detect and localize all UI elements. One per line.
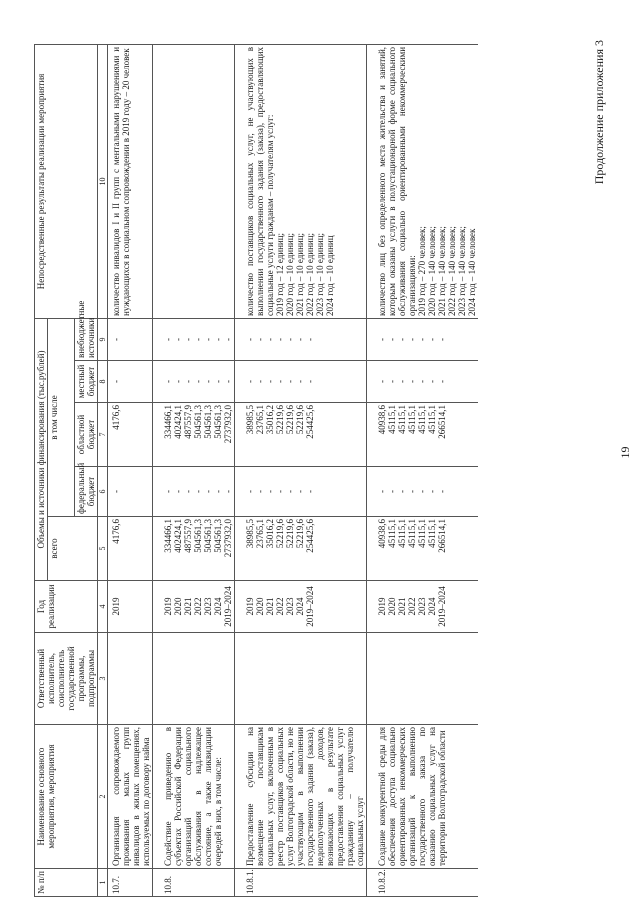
table-row <box>108 44 153 896</box>
result-year-line: 2021 год – 140 человек; <box>437 226 447 316</box>
header-executor: Ответственный исполнитель, соисполнитель государственной программы, подпрограммы <box>35 633 98 725</box>
col-number: 3 <box>98 633 108 725</box>
col-number: 6 <box>98 467 108 517</box>
cell-line: 2022 <box>407 597 417 616</box>
col-number: 8 <box>98 361 108 403</box>
regional-cell <box>367 403 479 467</box>
cell-line: - <box>427 380 437 383</box>
header-name: Наименование основного мероприятия, мероприятия <box>35 725 98 869</box>
page-number: 19 <box>618 446 632 459</box>
cell-line: 504561,3 <box>203 405 213 439</box>
cell-line: 2737932,0 <box>223 405 233 444</box>
cell-line: - <box>163 490 173 493</box>
cell-line: 45115,1 <box>417 519 427 548</box>
cell-line: 402424,1 <box>173 519 183 553</box>
result-text: количество инвалидов I и II групп с ментальными нарушениями и нуждающихся в социальном сопровождении в 2019 году – 20 человек <box>111 46 131 316</box>
result-cell <box>153 44 235 318</box>
cell-line: 2019–2024 <box>305 586 315 627</box>
cell-line: - <box>407 490 417 493</box>
cell-line: - <box>387 380 397 383</box>
cell-line: 334466,1 <box>163 519 173 553</box>
cell-line: - <box>407 337 417 341</box>
cell-line: 402424,1 <box>173 405 183 439</box>
executor-cell <box>108 633 153 725</box>
header-num: № п/п <box>35 869 98 897</box>
cell-line: 45115,1 <box>397 519 407 548</box>
cell-line: 487557,9 <box>183 405 193 439</box>
cell-line: 45115,1 <box>427 405 437 434</box>
appendix-label: Продолжение приложения 3 <box>592 40 606 185</box>
result-text: количество лиц без определенного места жительства и занятий, которым оказаны услуги в полустационарной форме социального обслуживания социально ориентированными некоммерческими организациями: <box>377 46 417 316</box>
cell-line: 45115,1 <box>387 405 397 434</box>
header-federal: федеральный бюджет <box>75 467 98 517</box>
cell-line: - <box>265 337 275 341</box>
cell-line: - <box>417 380 427 383</box>
cell-line: 2021 <box>397 597 407 616</box>
result-year-line: 2020 год – 10 единиц; <box>285 232 295 316</box>
cell-line: - <box>111 380 121 383</box>
cell-line: 2022 <box>275 597 285 616</box>
cell-line: - <box>265 490 275 493</box>
cell-line: 23765,1 <box>255 405 265 435</box>
cell-line: 2021 <box>183 597 193 616</box>
cell-line: 45115,1 <box>387 519 397 548</box>
cell-line: - <box>245 337 255 341</box>
result-cell <box>367 44 479 318</box>
year-cell <box>367 581 479 633</box>
cell-line: - <box>173 337 183 341</box>
result-year-line: 2024 год – 10 единиц <box>325 235 335 316</box>
cell-line: - <box>203 380 213 383</box>
cell-line: - <box>427 337 437 341</box>
cell-line: 254425,6 <box>305 405 315 439</box>
cell-line: 45115,1 <box>397 405 407 434</box>
cell-line: - <box>417 337 427 341</box>
row-number: 10.8.1. <box>235 869 367 897</box>
table-row <box>235 44 367 896</box>
result-year-line: 2023 год – 140 человек; <box>457 226 467 316</box>
local-cell <box>108 361 153 403</box>
header-extra: внебюджетные источники <box>75 318 98 360</box>
header-total: всего <box>48 517 98 581</box>
cell-line: - <box>285 490 295 493</box>
cell-line: 334466,1 <box>163 405 173 439</box>
cell-line: - <box>111 490 121 493</box>
cell-line: - <box>245 380 255 383</box>
cell-line: - <box>203 337 213 341</box>
extra-cell <box>108 318 153 360</box>
total-cell <box>108 517 153 581</box>
cell-line: 52219,6 <box>285 519 295 549</box>
cell-line: - <box>397 337 407 341</box>
cell-line: 45115,1 <box>427 519 437 548</box>
result-year-line: 2019 год – 12 единиц; <box>275 232 285 316</box>
year-cell <box>153 581 235 633</box>
cell-line: 4176,6 <box>111 519 121 544</box>
cell-line: - <box>305 490 315 493</box>
cell-line: - <box>173 490 183 493</box>
cell-line: 40938,6 <box>377 405 387 435</box>
cell-line: - <box>255 490 265 493</box>
cell-line: - <box>245 490 255 493</box>
header-regional: областной бюджет <box>75 403 98 467</box>
cell-line: - <box>193 490 203 493</box>
cell-line: 2019 <box>245 597 255 616</box>
row-number: 10.8.2. <box>367 869 479 897</box>
federal-cell <box>108 467 153 517</box>
executor-cell <box>235 633 367 725</box>
cell-line: 23765,1 <box>255 519 265 549</box>
cell-line: 52219,6 <box>295 519 305 549</box>
cell-line: - <box>417 490 427 493</box>
cell-line: - <box>427 490 437 493</box>
result-year-line: 2020 год – 140 человек; <box>427 226 437 316</box>
cell-line: - <box>223 490 233 493</box>
col-number: 5 <box>98 517 108 581</box>
cell-line: - <box>397 490 407 493</box>
financing-table <box>34 44 478 897</box>
cell-line: 2019–2024 <box>437 586 447 627</box>
cell-line: - <box>213 380 223 383</box>
cell-line: 35016,2 <box>265 519 275 549</box>
result-year-line: 2023 год – 10 единиц; <box>315 232 325 316</box>
cell-line: 504561,3 <box>213 405 223 439</box>
cell-line: 38985,5 <box>245 519 255 549</box>
col-number: 4 <box>98 581 108 633</box>
cell-line: 2023 <box>417 597 427 616</box>
federal-cell <box>367 467 479 517</box>
cell-line: - <box>295 490 305 493</box>
header-volumes: Объемы и источники финансирования (тыс.рублей) <box>35 318 48 580</box>
cell-line: 38985,5 <box>245 405 255 435</box>
result-year-line: 2021 год – 10 единиц; <box>295 232 305 316</box>
cell-line: 52219,6 <box>275 519 285 549</box>
cell-line: 2737932,0 <box>223 519 233 558</box>
regional-cell <box>108 403 153 467</box>
cell-line: - <box>437 380 447 383</box>
cell-line: 2020 <box>173 597 183 616</box>
measure-name: Предоставление субсидии на возмещение поставщикам социальных услуг, включенным в реестр поставщиков социальных услуг Волгоградской области, но не участвующим в выполнении государственного задания (заказа), недополученных доходов, возникающих в результате предоставления социальных услуг гражданину – получателю социальных услуг <box>235 725 367 869</box>
federal-cell <box>153 467 235 517</box>
cell-line: - <box>163 337 173 341</box>
cell-line: 266514,1 <box>437 519 447 553</box>
cell-line: 52219,6 <box>285 405 295 435</box>
header-including: в том числе <box>48 318 75 516</box>
cell-line: - <box>193 380 203 383</box>
cell-line: - <box>437 490 447 493</box>
measure-name: Содействие приведению в субъектах Российской Федерации организаций социального обслуживания в надлежащее состояние, а также ликвидации очередей в них, в том числе: <box>153 725 235 869</box>
table-body <box>108 44 479 896</box>
cell-line: 504561,3 <box>193 405 203 439</box>
cell-line: 2019–2024 <box>223 586 233 627</box>
cell-line: - <box>223 337 233 341</box>
cell-line: 45115,1 <box>407 519 417 548</box>
cell-line: - <box>183 380 193 383</box>
cell-line: - <box>285 380 295 383</box>
cell-line: - <box>213 490 223 493</box>
cell-line: 2023 <box>203 597 213 616</box>
extra-cell <box>153 318 235 360</box>
cell-line: 2020 <box>387 597 397 616</box>
cell-line: - <box>275 380 285 383</box>
cell-line: 504561,3 <box>193 519 203 553</box>
header-results: Непосредственные результаты реализации мероприятия <box>35 44 98 318</box>
cell-line: - <box>305 337 315 341</box>
local-cell <box>235 361 367 403</box>
header-year: Год реализации <box>35 581 98 633</box>
cell-line: - <box>377 337 387 341</box>
local-cell <box>367 361 479 403</box>
cell-line: - <box>407 380 417 383</box>
cell-line: 254425,6 <box>305 519 315 553</box>
cell-line: - <box>173 380 183 383</box>
result-year-line: 2019 год – 270 человек; <box>417 226 427 316</box>
result-year-line: 2022 год – 140 человек; <box>447 226 457 316</box>
cell-line: - <box>183 337 193 341</box>
result-cell <box>235 44 367 318</box>
cell-line: 487557,9 <box>183 519 193 553</box>
cell-line: 266514,1 <box>437 405 447 439</box>
cell-line: - <box>213 337 223 341</box>
cell-line: - <box>265 380 275 383</box>
col-number: 7 <box>98 403 108 467</box>
cell-line: - <box>397 380 407 383</box>
cell-line: - <box>305 380 315 383</box>
cell-line: 52219,6 <box>275 405 285 435</box>
cell-line: 2024 <box>295 597 305 616</box>
executor-cell <box>153 633 235 725</box>
cell-line: - <box>377 380 387 383</box>
measure-name: Создание конкурентной среды для обеспечения доступа социально ориентированных некоммерческих организаций к выполнению государственного заказа по оказанию социальных услуг на территории Волгоградской области <box>367 725 479 869</box>
cell-line: 2020 <box>255 597 265 616</box>
cell-line: 2024 <box>427 597 437 616</box>
cell-line: 2019 <box>377 597 387 616</box>
cell-line: 2024 <box>213 597 223 616</box>
cell-line: - <box>223 380 233 383</box>
cell-line: 2019 <box>163 597 173 616</box>
total-cell <box>367 517 479 581</box>
result-cell <box>108 44 153 318</box>
cell-line: - <box>295 337 305 341</box>
table-row <box>367 44 479 896</box>
cell-line: 40938,6 <box>377 519 387 549</box>
result-text: количество поставщиков социальных услуг, не участвующих в выполнении государственного задания (заказа), предоставляющих социальные услуги гражданам – получателям услуг: <box>245 46 275 316</box>
row-number: 10.7. <box>108 869 153 897</box>
cell-line: - <box>437 337 447 341</box>
cell-line: - <box>285 337 295 341</box>
cell-line: - <box>255 380 265 383</box>
executor-cell <box>367 633 479 725</box>
result-year-line: 2024 год – 140 человек <box>467 228 477 316</box>
cell-line: 35016,2 <box>265 405 275 435</box>
local-cell <box>153 361 235 403</box>
table-row <box>153 44 235 896</box>
total-cell <box>235 517 367 581</box>
cell-line: 4176,6 <box>111 405 121 430</box>
cell-line: 2023 <box>285 597 295 616</box>
cell-line: - <box>387 337 397 341</box>
col-number: 10 <box>98 44 108 318</box>
regional-cell <box>153 403 235 467</box>
row-number: 10.8. <box>153 869 235 897</box>
cell-line: - <box>193 337 203 341</box>
col-number: 2 <box>98 725 108 869</box>
cell-line: 45115,1 <box>417 405 427 434</box>
cell-line: 2019 <box>111 597 121 616</box>
cell-line: - <box>255 337 265 341</box>
cell-line: - <box>183 490 193 493</box>
cell-line: 52219,6 <box>295 405 305 435</box>
cell-line: 45115,1 <box>407 405 417 434</box>
cell-line: 504561,3 <box>213 519 223 553</box>
cell-line: - <box>275 337 285 341</box>
year-cell <box>235 581 367 633</box>
col-number: 1 <box>98 869 108 897</box>
cell-line: 504561,3 <box>203 519 213 553</box>
col-number: 9 <box>98 318 108 360</box>
cell-line: 2021 <box>265 597 275 616</box>
measure-name: Организация сопровождаемого проживания малых групп инвалидов в жилых помещениях, используемых по договору найма <box>108 725 153 869</box>
total-cell <box>153 517 235 581</box>
cell-line: - <box>377 490 387 493</box>
cell-line: - <box>203 490 213 493</box>
result-year-line: 2022 год – 10 единиц; <box>305 232 315 316</box>
regional-cell <box>235 403 367 467</box>
cell-line: - <box>275 490 285 493</box>
cell-line: - <box>387 490 397 493</box>
cell-line: - <box>295 380 305 383</box>
cell-line: - <box>163 380 173 383</box>
extra-cell <box>367 318 479 360</box>
cell-line: 2022 <box>193 597 203 616</box>
federal-cell <box>235 467 367 517</box>
header-local: местный бюджет <box>75 361 98 403</box>
extra-cell <box>235 318 367 360</box>
cell-line: - <box>111 337 121 341</box>
year-cell <box>108 581 153 633</box>
